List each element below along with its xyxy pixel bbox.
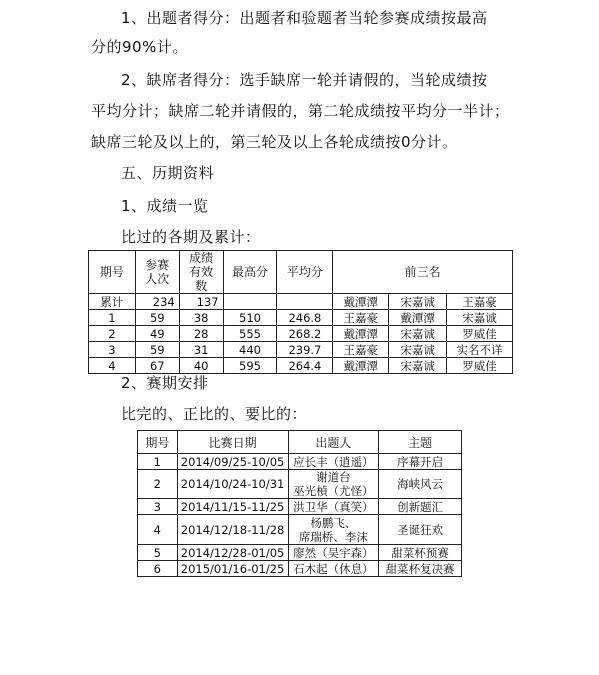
- cell-date: 2014/10/24-10/31: [177, 470, 288, 499]
- cell-theme: 圣诞狂欢: [379, 515, 462, 545]
- cell-participants: 234: [135, 294, 179, 310]
- rule-2-line-3: 缺席三轮及以上的，第三轮及以上各轮成绩按0分计。: [91, 133, 458, 151]
- cell-period: 5: [138, 545, 178, 561]
- cell-setter: 谢道台 巫光楨（尤怪）: [288, 470, 379, 499]
- cell-avg: 268.2: [277, 326, 333, 342]
- cell-setter: 应长丰（逍遥）: [288, 454, 379, 470]
- cell-max: 440: [223, 342, 277, 358]
- cell-theme: 创新题汇: [379, 499, 462, 515]
- table-row: [89, 358, 513, 374]
- cell-second: 宋嘉诚: [389, 358, 447, 374]
- cell-max: 510: [223, 310, 277, 326]
- header-period: 期号: [138, 431, 178, 454]
- table-row: [89, 294, 513, 310]
- cell-setter: 石木起（休息）: [288, 561, 379, 577]
- cell-date: 2014/12/18-11/28: [177, 515, 288, 545]
- cell-participants: 59: [135, 310, 179, 326]
- cell-second: 宋嘉诚: [389, 342, 447, 358]
- cell-period: 2: [138, 470, 178, 499]
- scores-table-header: [89, 251, 513, 294]
- cell-avg: 246.8: [277, 310, 333, 326]
- cell-date: 2015/01/16-01/25: [177, 561, 288, 577]
- table-row: [138, 561, 462, 577]
- header-top3: 前三名: [333, 251, 513, 294]
- cell-first: 戴潭潭: [333, 294, 389, 310]
- cell-third: 实名不详: [447, 342, 513, 358]
- cell-theme: 序幕开启: [379, 454, 462, 470]
- cell-theme: 甜菜杯预赛: [379, 545, 462, 561]
- schedule-intro: 比完的、正比的、要比的：: [121, 405, 308, 423]
- subheading-schedule: 2、赛期安排: [121, 374, 209, 392]
- cell-period: 1: [138, 454, 178, 470]
- cell-period: 累计: [89, 294, 136, 310]
- cell-valid: 137: [179, 294, 223, 310]
- cell-setter: 杨鹏飞、 席瑞桥、李沫: [288, 515, 379, 545]
- cell-valid: 40: [179, 358, 223, 374]
- cell-third: 罗威佳: [447, 326, 513, 342]
- table-row: [89, 342, 513, 358]
- cell-max: [223, 294, 277, 310]
- header-max: 最高分: [223, 251, 277, 294]
- rule-2-line-2: 平均分计；缺席二轮并请假的，第二轮成绩按平均分一半计；: [91, 102, 510, 120]
- table-row: [138, 515, 462, 545]
- cell-period: 1: [89, 310, 136, 326]
- header-setter: 出题人: [288, 431, 379, 454]
- cell-second: 宋嘉诚: [389, 294, 447, 310]
- cell-valid: 38: [179, 310, 223, 326]
- table-row: [138, 454, 462, 470]
- cell-third: 罗威佳: [447, 358, 513, 374]
- cell-valid: 31: [179, 342, 223, 358]
- table-row: [138, 545, 462, 561]
- cell-first: 王嘉豪: [333, 342, 389, 358]
- cell-second: 戴潭潭: [389, 310, 447, 326]
- table-row: [138, 470, 462, 499]
- header-valid: 成绩有效数: [179, 251, 223, 294]
- cell-theme: 海峡风云: [379, 470, 462, 499]
- cell-setter: 廖然（吴宇森）: [288, 545, 379, 561]
- scores-table: [88, 250, 513, 374]
- cell-period: 3: [89, 342, 136, 358]
- section-heading: 五、历期资料: [121, 164, 215, 182]
- cell-first: 戴潭潭: [333, 358, 389, 374]
- header-avg: 平均分: [277, 251, 333, 294]
- cell-participants: 59: [135, 342, 179, 358]
- header-date: 比赛日期: [177, 431, 288, 454]
- table-row: [138, 499, 462, 515]
- table-row: [89, 310, 513, 326]
- cell-first: 戴潭潭: [333, 326, 389, 342]
- subheading-scores: 1、成绩一览: [121, 197, 209, 215]
- cell-avg: 239.7: [277, 342, 333, 358]
- cell-period: 4: [138, 515, 178, 545]
- rule-1-line-2: 分的90%计。: [91, 38, 188, 56]
- cell-third: 宋嘉诚: [447, 310, 513, 326]
- cell-second: 宋嘉诚: [389, 326, 447, 342]
- cell-date: 2014/09/25-10/05: [177, 454, 288, 470]
- cell-first: 王嘉豪: [333, 310, 389, 326]
- cell-participants: 49: [135, 326, 179, 342]
- cell-date: 2014/12/28-01/05: [177, 545, 288, 561]
- cell-period: 4: [89, 358, 136, 374]
- scores-intro: 比过的各期及累计：: [121, 228, 261, 246]
- cell-theme: 甜菜杯复决赛: [379, 561, 462, 577]
- rule-1-line-1: 1、出题者得分：出题者和验题者当轮参赛成绩按最高: [121, 9, 488, 27]
- cell-period: 3: [138, 499, 178, 515]
- schedule-table-header: [138, 431, 462, 454]
- cell-avg: 264.4: [277, 358, 333, 374]
- cell-period: 6: [138, 561, 178, 577]
- cell-participants: 67: [135, 358, 179, 374]
- header-theme: 主题: [379, 431, 462, 454]
- cell-avg: [277, 294, 333, 310]
- cell-period: 2: [89, 326, 136, 342]
- header-period: 期号: [89, 251, 136, 294]
- table-row: [89, 326, 513, 342]
- cell-max: 595: [223, 358, 277, 374]
- rule-2-line-1: 2、缺席者得分：选手缺席一轮并请假的，当轮成绩按: [121, 71, 488, 89]
- cell-max: 555: [223, 326, 277, 342]
- cell-third: 王嘉豪: [447, 294, 513, 310]
- header-participants: 参赛人次: [135, 251, 179, 294]
- cell-valid: 28: [179, 326, 223, 342]
- cell-date: 2014/11/15-11/25: [177, 499, 288, 515]
- cell-setter: 洪卫华（真笑）: [288, 499, 379, 515]
- schedule-table: [137, 430, 462, 577]
